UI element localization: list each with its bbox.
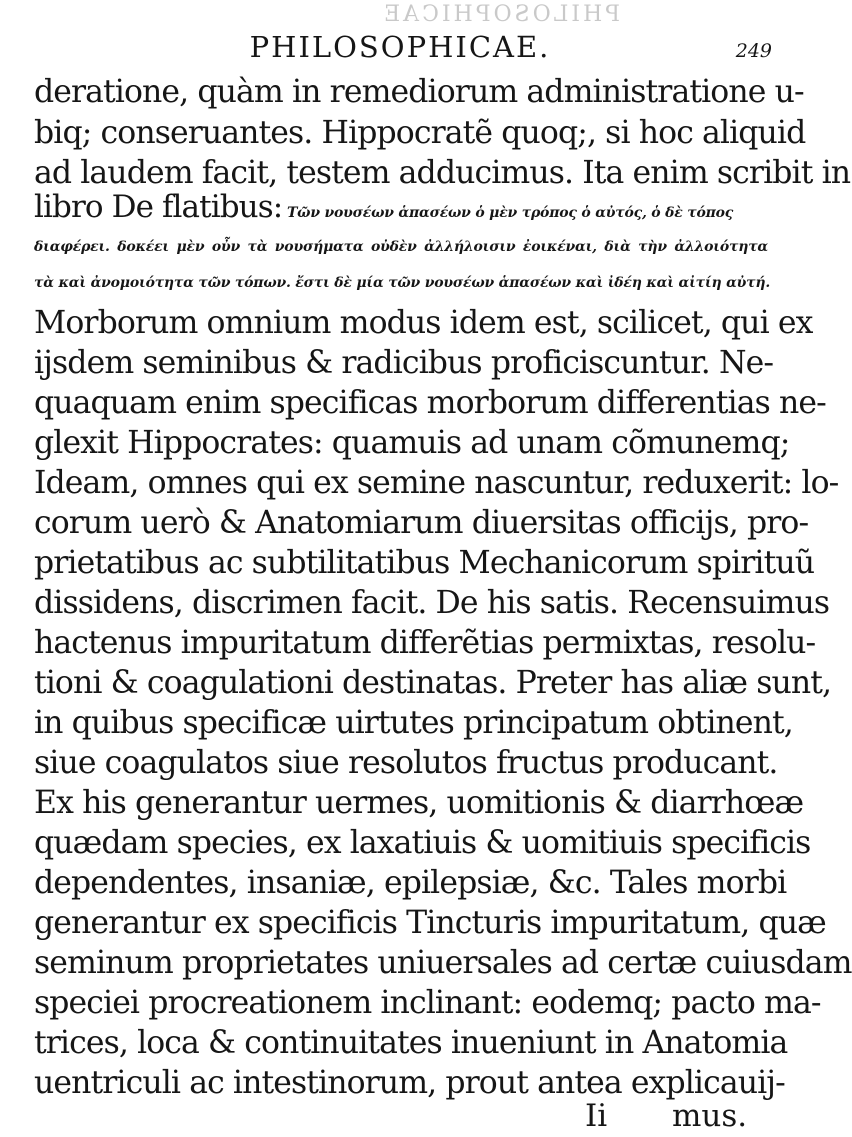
greek-quote-line: διαφέρει. δοκέει μὲν οὖν τὰ νουσήματα οὐδὲν ἀλλήλοισιν ἐοικέναι, διὰ τὴν ἀλλοιότητα [34,239,768,255]
text-line: quaquam enim specificas morborum differentias ne- [34,385,826,421]
text-line: glexit Hippocrates: quamuis ad unam cõmunemq; [34,425,790,461]
page-header [0,22,800,68]
text-line: siue coagulatos siue resolutos fructus producant. [34,745,778,781]
text-line: in quibus specificæ uirtutes principatum obtinent, [34,705,793,741]
show-through-text: PHILOSOPHICAE [381,2,620,27]
text-line: trices, loca & continuitates inueniunt in Anatomia [34,1025,788,1061]
text-line: Ideam, omnes qui ex semine nascuntur, reduxerit: lo- [34,465,839,501]
catchword: mus. [672,1098,748,1134]
text-line: tioni & coagulationi destinatas. Preter has aliæ sunt, [34,665,832,701]
text-line: uentriculi ac intestinorum, prout antea explicauij- [34,1065,785,1101]
text-line: derationе, quàm in remediorum administratione u- [34,74,804,110]
text-line: corum uerò & Anatomiarum diuersitas officijs, pro- [34,505,809,541]
signature-mark: Ii [585,1098,608,1134]
text-line: Morborum omnium modus idem est, scilicet, qui ex [34,305,813,341]
text-line: generantur ex specificis Tincturis impuritatum, quæ [34,905,826,941]
page-number: 249 [735,40,772,62]
greek-quote-line [34,189,768,236]
text-line: hactenus impuritatum differẽtias permixtas, resolu- [34,625,816,661]
text-line: prietatibus ac subtilitatibus Mechanicorum spirituũ [34,545,815,581]
text-line: Ex his generantur uermes, uomitionis & diarrhœæ [34,785,804,821]
text-line: seminum proprietates uniuersales ad certæ cuiusdam [34,945,852,981]
text-line: ijsdem seminibus & radicibus proficiscuntur. Ne- [34,345,774,381]
text-line: dissidens, discrimen facit. De his satis. Recensuimus [34,585,830,621]
text-line: quædam species, ex laxatiuis & uomitiuis specificis [34,825,811,861]
text-line: speciei procreationem inclinant: eodemq; pacto ma- [34,985,821,1021]
text-line: dependentes, insaniæ, epilepsiæ, &c. Tales morbi [34,865,787,901]
text-line-lead: libro De flatibus: [34,189,283,225]
text-line: biq; conseruantes. Hippocratẽ quoq;, si hoc aliquid [34,115,806,151]
running-head: PHILOSOPHICAE. [249,30,551,64]
text-line: ad laudem facit, testem adducimus. Ita enim scribit in [34,155,851,191]
greek-quote-line: τὰ καὶ ἀνομοιότητα τῶν τόπων. ἔστι δὲ μία τῶν νουσέων ἁπασέων καὶ ἰδέη καὶ αἰτίη αὐτή. [34,275,771,291]
greek-quote-text: Τῶν νουσέων ἁπασέων ὁ μὲν τρόπος ὁ αὐτός, ὁ δὲ τόπος [286,205,734,221]
